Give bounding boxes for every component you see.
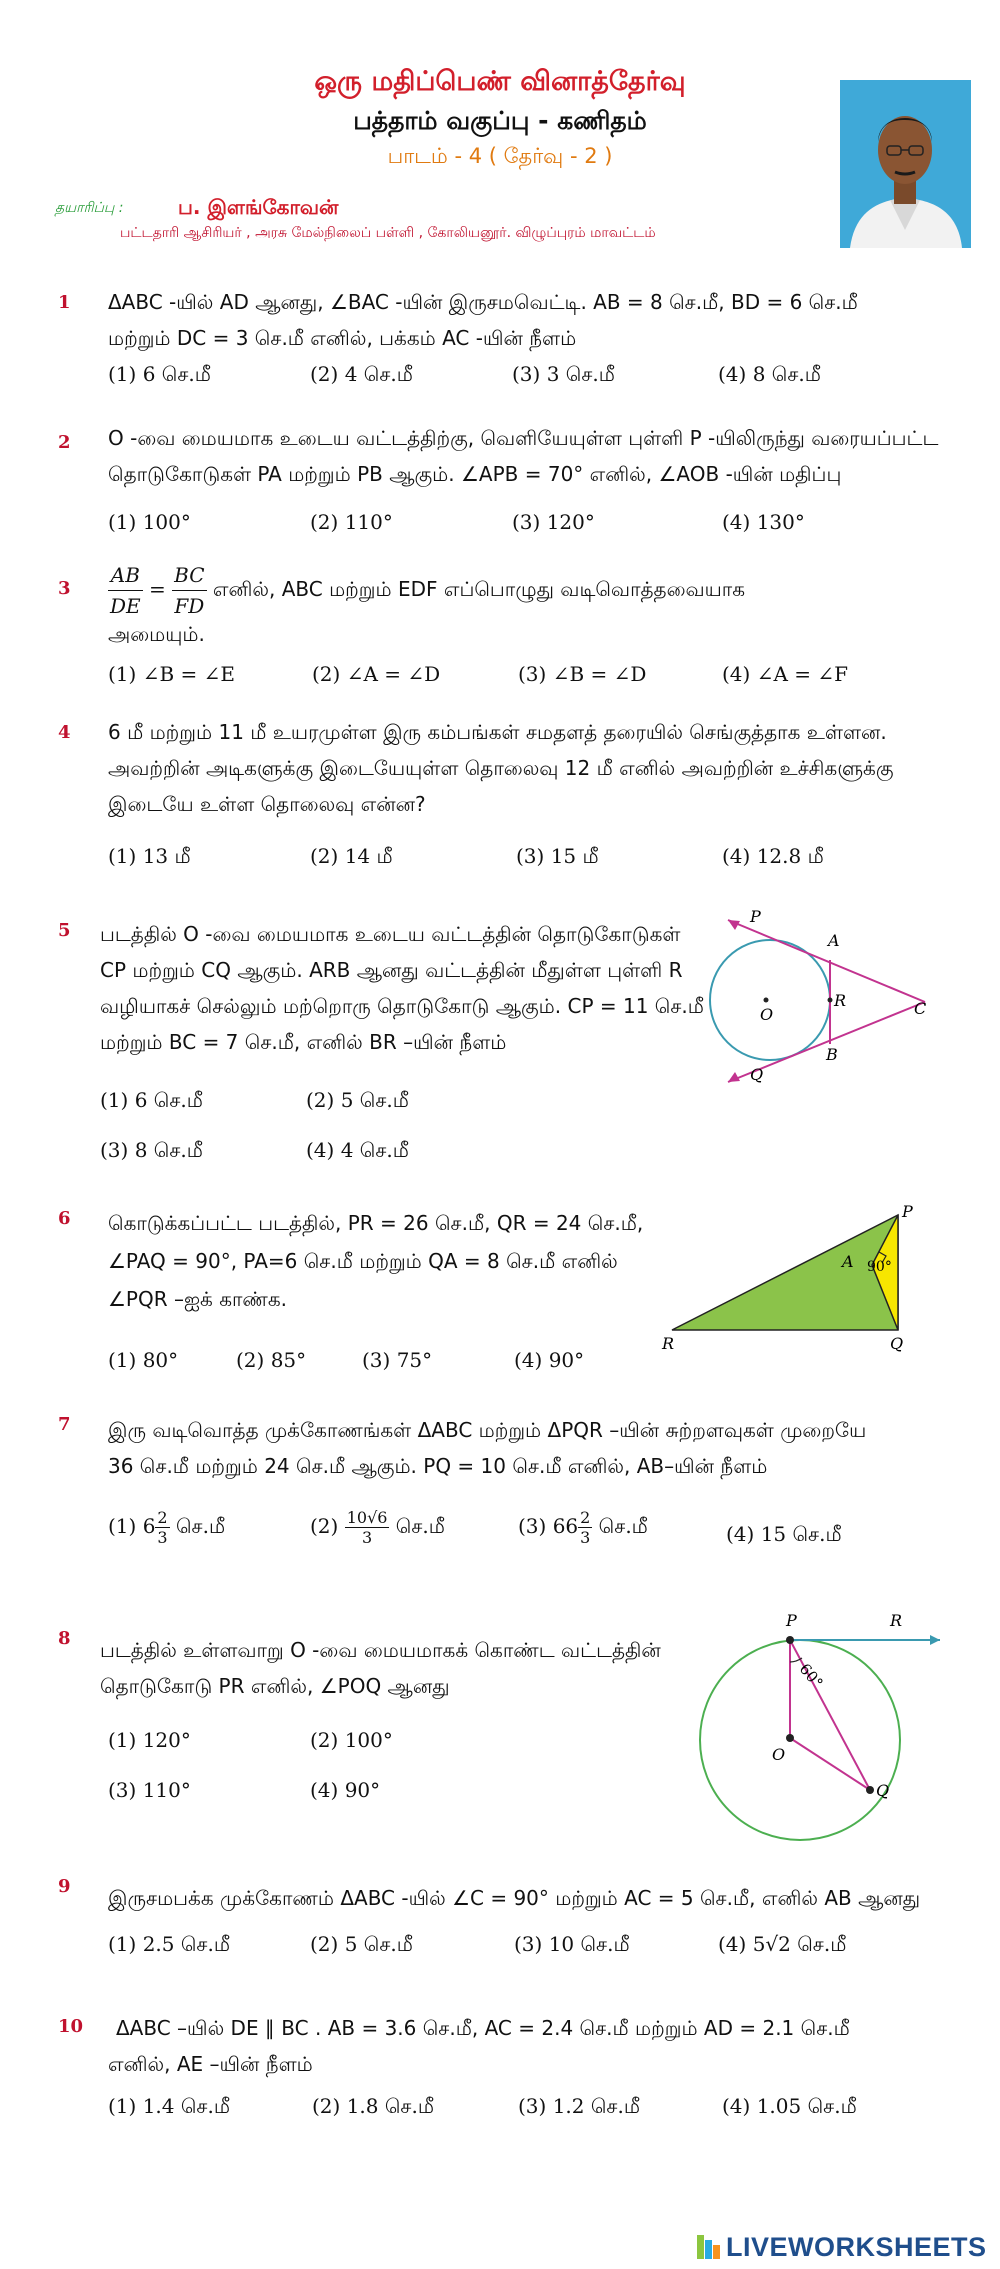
question-line: தொடுகோடுகள் PA மற்றும் PB ஆகும். ∠APB = 70° எனில், ∠AOB -யின் மதிப்பு [108,462,842,486]
label-r: R [834,991,847,1010]
option-4[interactable]: (4) ∠A = ∠F [722,662,848,686]
circle-tangent-figure [690,1600,950,1870]
lesson-label: பாடம் - 4 ( தேர்வு - 2 ) [387,144,613,168]
question-line: இடையே உள்ள தொலைவு என்ன? [108,792,426,816]
option-4[interactable]: (4) 4 செ.மீ [306,1138,409,1162]
option-2[interactable]: (2) 5 செ.மீ [306,1088,409,1112]
option-2[interactable]: (2) ∠A = ∠D [312,662,441,686]
question-number: 2 [58,432,71,453]
question-number: 9 [58,1876,71,1897]
options-row [108,844,958,874]
option-3[interactable]: (3) 66 $\frac{2}{3}$ செ.மீ [518,1508,648,1547]
prepared-by-label: தயாரிப்பு : [55,200,124,216]
right-triangle-figure [660,1205,930,1355]
option-4[interactable]: (4) 15 செ.மீ [726,1522,842,1546]
question-text [108,1412,866,1484]
question-number: 4 [58,722,71,743]
question-line-text: எனில், ABC மற்றும் EDF எப்பொழுது வடிவொத்தவையாக [212,577,746,601]
label-p: P [902,1205,913,1221]
question-line: 6 மீ மற்றும் 11 மீ உயரமுள்ள இரு கம்பங்கள் சமதளத் தரையில் செங்குத்தாக உள்ளன. [108,720,887,744]
question-text [108,1204,643,1318]
tangent-circle-figure [700,910,940,1090]
liveworksheets-logo[interactable] [696,2232,987,2263]
option-1[interactable]: (1) 6 செ.மீ [108,362,211,386]
options-row [108,362,958,392]
option-3[interactable]: (3) 3 செ.மீ [512,362,615,386]
option-3[interactable]: (3) 110° [108,1778,191,1802]
label-p: P [786,1611,797,1630]
options-row [108,1348,628,1378]
option-3[interactable]: (3) 75° [362,1348,433,1372]
option-4[interactable]: (4) 8 செ.மீ [718,362,821,386]
question-line: ΔABC -யில் AD ஆனது, ∠BAC -யின் இருசமவெட்டி. AB = 8 செ.மீ, BD = 6 செ.மீ [108,290,858,314]
question-text [100,1632,661,1704]
option-3[interactable]: (3) 15 மீ [516,844,599,868]
question-text [108,714,893,822]
question-text [108,1880,920,1916]
label-60-degree: 60° [795,1660,827,1692]
option-4[interactable]: (4) 90° [514,1348,585,1372]
question-text [108,560,745,649]
options-grid [100,1088,500,1178]
option-2[interactable]: (2) 110° [310,510,393,534]
option-3[interactable]: (3) 120° [512,510,595,534]
page-subtitle: பத்தாம் வகுப்பு - கணிதம் [353,106,647,135]
question-text [108,2010,850,2082]
question-line: CP மற்றும் CQ ஆகும். ARB ஆனது வட்டத்தின் மீதுள்ள புள்ளி R [100,958,683,982]
options-row [108,662,958,692]
question-number: 8 [58,1628,71,1649]
question-line: 36 செ.மீ மற்றும் 24 செ.மீ ஆகும். PQ = 10 செ.மீ எனில், AB–யின் நீளம் [108,1454,768,1478]
question-line: படத்தில் உள்ளவாறு O -வை மையமாகக் கொண்ட வட்டத்தின் [100,1638,661,1662]
options-row [108,1500,958,1560]
option-2[interactable]: (2) 14 மீ [310,844,393,868]
fraction-ab-de: $\frac{AB}{DE}$ [108,560,143,621]
options-row [108,510,958,540]
question-line: மற்றும் BC = 7 செ.மீ, எனில் BR –யின் நீளம் [100,1030,507,1054]
option-2[interactable]: (2) 5 செ.மீ [310,1932,413,1956]
question-number: 1 [58,292,71,313]
option-4[interactable]: (4) 90° [310,1778,381,1802]
question-text [108,420,938,492]
label-right-angle: 90° [867,1259,892,1275]
option-1[interactable]: (1) 1.4 செ.மீ [108,2094,231,2118]
label-a: A [828,931,840,950]
author-photo [840,80,971,248]
option-1[interactable]: (1) 100° [108,510,191,534]
question-text [100,916,704,1060]
label-a: A [842,1252,854,1271]
label-q: Q [890,1334,904,1353]
question-line: ∠PQR –ஐக் காண்க. [108,1287,288,1311]
option-2[interactable]: (2) 1.8 செ.மீ [312,2094,435,2118]
question-line: அமையும். [108,622,205,646]
question-line: தொடுகோடு PR எனில், ∠POQ ஆனது [100,1674,450,1698]
option-3[interactable]: (3) 10 செ.மீ [514,1932,630,1956]
options-row [108,2094,958,2124]
option-1[interactable]: (1) 6 $\frac{2}{3}$ செ.மீ [108,1508,226,1547]
option-4[interactable]: (4) 1.05 செ.மீ [722,2094,857,2118]
option-3[interactable]: (3) 8 செ.மீ [100,1138,203,1162]
label-r: R [890,1611,903,1630]
option-3[interactable]: (3) 1.2 செ.மீ [518,2094,641,2118]
option-1[interactable]: (1) 2.5 செ.மீ [108,1932,231,1956]
option-2[interactable]: (2) 85° [236,1348,307,1372]
option-4[interactable]: (4) 12.8 மீ [722,844,824,868]
label-c: C [914,999,927,1018]
label-b: B [826,1045,838,1064]
author-description: பட்டதாரி ஆசிரியர் , அரசு மேல்நிலைப் பள்ளி , கோலியனூர். விழுப்புரம் மாவட்டம் [120,225,656,241]
liveworksheets-logo-icon [696,2234,722,2260]
option-2[interactable]: (2) $\frac{10√6}{3}$ செ.மீ [310,1508,445,1547]
option-1[interactable]: (1) 13 மீ [108,844,191,868]
option-1[interactable]: (1) 6 செ.மீ [100,1088,203,1112]
option-3[interactable]: (3) ∠B = ∠D [518,662,647,686]
label-p: P [750,910,761,926]
question-number: 10 [58,2016,84,2037]
label-q: Q [876,1781,890,1800]
fraction-bc-fd: $\frac{BC}{FD}$ [172,560,206,621]
question-line: அவற்றின் அடிகளுக்கு இடையேயுள்ள தொலைவு 12 மீ எனில் அவற்றின் உச்சிகளுக்கு [108,756,894,780]
question-line: $\frac{AB}{DE}$ = $\frac{BC}{FD}$ எனில், ABC மற்றும் EDF எப்பொழுது வடிவொத்தவையாக [108,560,745,621]
question-line: ∠PAQ = 90°, PA=6 செ.மீ மற்றும் QA = 8 செ.மீ எனில் [108,1249,618,1273]
question-line: ΔABC –யில் DE ∥ BC . AB = 3.6 செ.மீ, AC = 2.4 செ.மீ மற்றும் AD = 2.1 செ.மீ [116,2016,850,2040]
question-number: 7 [58,1414,71,1435]
options-grid [108,1728,508,1818]
question-number: 3 [58,578,71,599]
option-1[interactable]: (1) ∠B = ∠E [108,662,235,686]
label-q: Q [750,1065,764,1084]
option-2[interactable]: (2) 4 செ.மீ [310,362,413,386]
option-4[interactable]: (4) 5√2 செ.மீ [718,1932,847,1956]
label-r: R [662,1334,675,1353]
question-line: மற்றும் DC = 3 செ.மீ எனில், பக்கம் AC -யின் நீளம் [108,326,577,350]
question-line: இரு வடிவொத்த முக்கோணங்கள் ΔABC மற்றும் ΔPQR –யின் சுற்றளவுகள் முறையே [108,1418,867,1442]
page-title: ஒரு மதிப்பெண் வினாத்தேர்வு [314,66,686,97]
author-name: ப. இளங்கோவன் [178,195,339,219]
option-1[interactable]: (1) 120° [108,1728,191,1752]
label-o: O [772,1745,786,1764]
question-text [108,284,858,356]
question-line: எனில், AE –யின் நீளம் [108,2052,313,2076]
question-line: இருசமபக்க முக்கோணம் ΔABC -யில் ∠C = 90° மற்றும் AC = 5 செ.மீ, எனில் AB ஆனது [108,1886,921,1910]
question-line: கொடுக்கப்பட்ட படத்தில், PR = 26 செ.மீ, QR = 24 செ.மீ, [108,1211,644,1235]
option-4[interactable]: (4) 130° [722,510,805,534]
label-o: O [760,1005,774,1024]
question-number: 5 [58,920,71,941]
brand-text: LIVEWORKSHEETS [726,2232,987,2262]
question-line: படத்தில் O -வை மையமாக உடைய வட்டத்தின் தொடுகோடுகள் [100,922,681,946]
question-line: O -வை மையமாக உடைய வட்டத்திற்கு, வெளியேயுள்ள புள்ளி P -யிலிருந்து வரையப்பட்ட [108,426,939,450]
option-1[interactable]: (1) 80° [108,1348,179,1372]
option-2[interactable]: (2) 100° [310,1728,393,1752]
options-row [108,1932,958,1962]
question-line: வழியாகச் செல்லும் மற்றொரு தொடுகோடு ஆகும். CP = 11 செ.மீ [100,994,704,1018]
question-number: 6 [58,1208,71,1229]
